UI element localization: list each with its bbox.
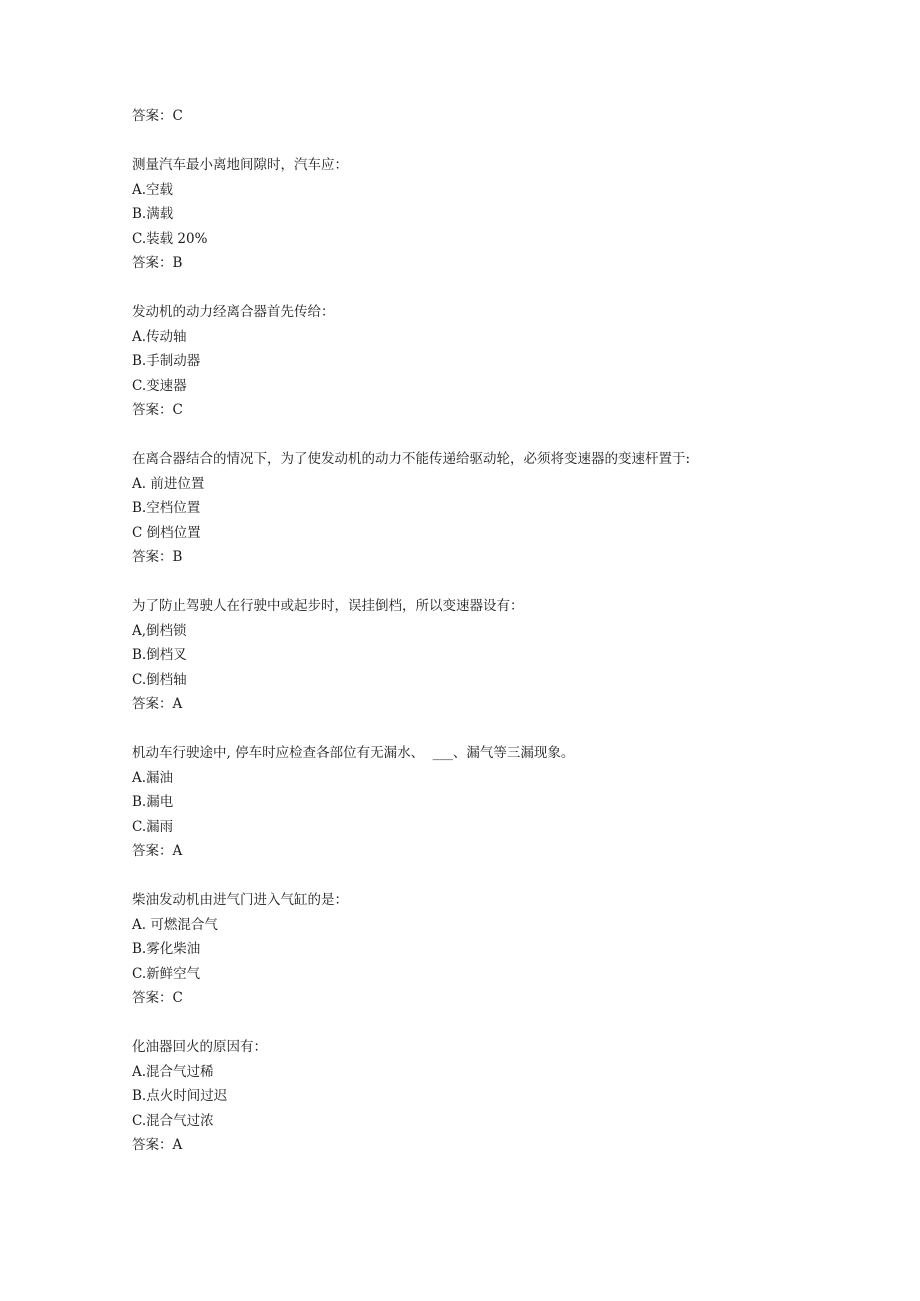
question-text: 为了防止驾驶人在行驶中或起步时，误挂倒档，所以变速器设有： (132, 598, 524, 614)
option-b: B.满载 (132, 206, 174, 222)
option-c: C.新鲜空气 (132, 965, 201, 982)
option-a: A. 前进位置 (132, 475, 205, 492)
question-block (132, 300, 852, 423)
option-c: C.漏雨 (132, 818, 174, 835)
answer-line: 答案：A (132, 696, 183, 712)
option-b: B.倒档叉 (132, 647, 187, 663)
option-c: C.混合气过浓 (132, 1112, 214, 1129)
answer-line: 答案：B (132, 255, 183, 271)
option-b: B.漏电 (132, 794, 174, 810)
option-b: B.点火时间过迟 (132, 1088, 228, 1104)
option-c: C 倒档位置 (132, 524, 201, 541)
answer-line: 答案：B (132, 549, 183, 565)
option-b: B.手制动器 (132, 353, 201, 369)
question-text: 机动车行驶途中, 停车时应检查各部位有无漏水、 ___、漏气等三漏现象。 (132, 745, 575, 761)
answer-line: 答案：C (132, 108, 183, 124)
question-text: 化油器回火的原因有： (132, 1039, 267, 1055)
option-a: A,倒档锁 (132, 622, 187, 639)
answer-line: 答案：A (132, 1137, 183, 1153)
answer-line: 答案：C (132, 402, 183, 418)
question-block (132, 1035, 852, 1158)
question-block (132, 888, 852, 1011)
question-text: 柴油发动机由进气门进入气缸的是： (132, 892, 348, 908)
document-page (132, 104, 852, 1158)
option-a: A. 可燃混合气 (132, 916, 218, 933)
option-c: C.变速器 (132, 377, 187, 394)
question-block (132, 447, 852, 570)
question-text: 在离合器结合的情况下，为了使发动机的动力不能传递给驱动轮，必须将变速器的变速杆置于: (132, 451, 691, 467)
question-text: 发动机的动力经离合器首先传给： (132, 304, 335, 320)
question-text: 测量汽车最小离地间隙时，汽车应： (132, 157, 348, 173)
option-a: A.传动轴 (132, 328, 187, 345)
question-block (132, 153, 852, 276)
answer-line: 答案：A (132, 843, 183, 859)
option-a: A.混合气过稀 (132, 1063, 214, 1080)
option-b: B.空档位置 (132, 500, 201, 516)
option-c: C.倒档轴 (132, 671, 187, 688)
option-a: A.空载 (132, 181, 174, 198)
option-c: C.装载 20% (132, 230, 208, 247)
option-b: B.雾化柴油 (132, 941, 201, 957)
question-block (132, 741, 852, 864)
question-block (132, 594, 852, 717)
option-a: A.漏油 (132, 769, 174, 786)
answer-line: 答案：C (132, 990, 183, 1006)
